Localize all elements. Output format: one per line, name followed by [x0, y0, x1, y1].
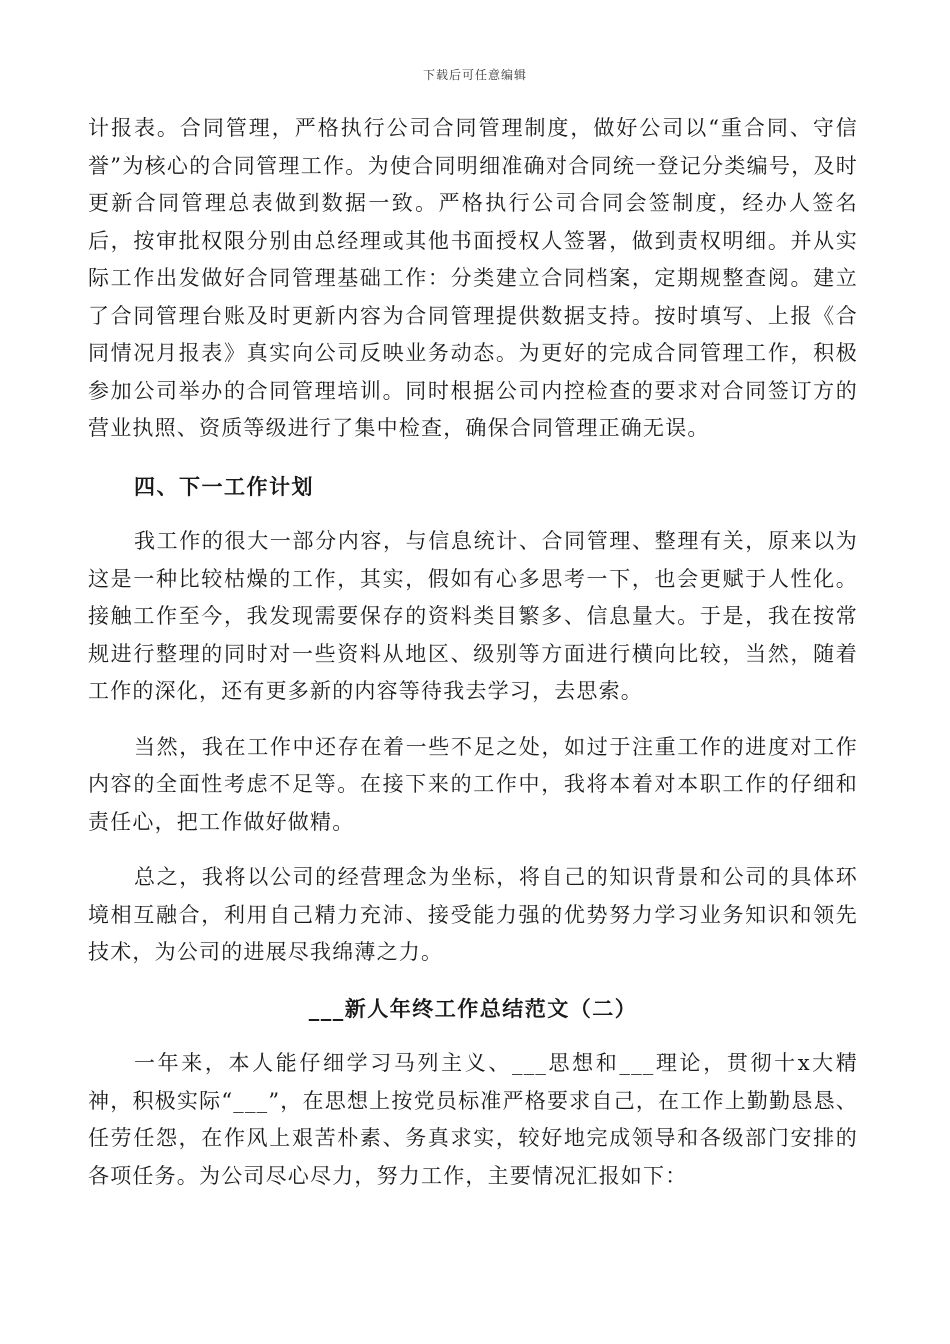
section-heading-next-plan: 四、下一工作计划 — [134, 473, 314, 499]
header-note: 下载后可任意编辑 — [422, 68, 527, 82]
document-body — [88, 110, 858, 1195]
paragraph-contract-management: 计报表。合同管理，严格执行公司合同管理制度，做好公司以“重合同、守信誉”为核心的合同管理工作。为使合同明细准确对合同统一登记分类编号，及时更新合同管理总表做到数据一致。严格执行公司合同会签制度，经办人签名后，按审批权限分别由总经理或其他书面授权人签署，做到责权明细。并从实际工作出发做好合同管理基础工作：分类建立合同档案，定期规整查阅。建立了合同管理台账及时更新内容为合同管理提供数据支持。按时填写、上报《合同情况月报表》真实向公司反映业务动态。为更好的完成合同管理工作，积极参加公司举办的合同管理培训。同时根据公司内控检查的要求对合同签订方的营业执照、资质等级进行了集中检查，确保合同管理正确无误。 — [88, 116, 858, 440]
paragraph-year-summary: 一年来，本人能仔细学习马列主义、___思想和___理论，贯彻十x大精神，积极实际“___”，在思想上按党员标准严格要求自己，在工作上勤勤恳恳、任劳任怨，在作风上艰苦朴素、务真求实，较好地完成领导和各级部门安排的各项任务。为公司尽心尽力，努力工作，主要情况汇报如下： — [88, 1051, 858, 1188]
paragraph-shortcomings: 当然，我在工作中还存在着一些不足之处，如过于注重工作的进度对工作内容的全面性考虑不足等。在接下来的工作中，我将本着对本职工作的仔细和责任心，把工作做好做精。 — [88, 734, 858, 834]
paragraph-conclusion: 总之，我将以公司的经营理念为坐标，将自己的知识背景和公司的具体环境相互融合，利用自己精力充沛、接受能力强的优势努力学习业务知识和领先技术，为公司的进展尽我绵薄之力。 — [88, 865, 858, 964]
document-title-part-two: ___新人年终工作总结范文（二） — [308, 995, 638, 1021]
paragraph-work-content: 我工作的很大一部分内容，与信息统计、合同管理、整理有关，原来以为这是一种比较枯燥的工作，其实，假如有心多思考一下，也会更赋于人性化。接触工作至今，我发现需要保存的资料类目繁多、信息量大。于是，我在按常规进行整理的同时对一些资料从地区、级别等方面进行横向比较，当然，随着工作的深化，还有更多新的内容等待我去学习，去思索。 — [88, 529, 858, 703]
